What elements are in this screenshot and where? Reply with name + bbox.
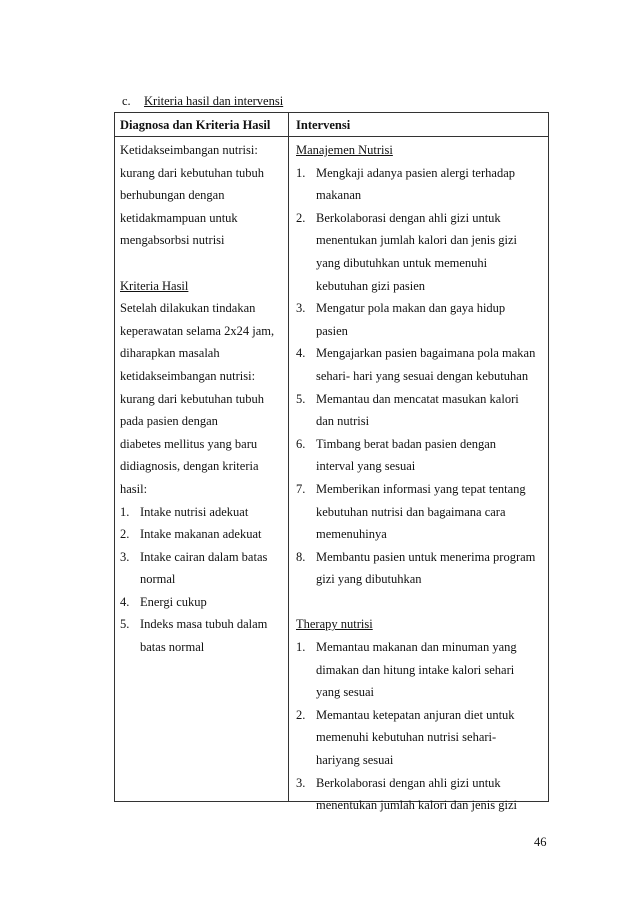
item-text: Energi cukup <box>140 594 207 609</box>
item-text: Indeks masa tubuh dalam <box>140 617 268 632</box>
manajemen-item-continued: pasien <box>316 323 348 338</box>
item-text: Berkolaborasi dengan ahli gizi untuk <box>316 775 501 790</box>
header-diagnosa: Diagnosa dan Kriteria Hasil <box>120 118 271 132</box>
kriteria-line: ketidakseimbangan nutrisi: <box>120 368 256 383</box>
manajemen-item-continued: yang dibutuhkan untuk memenuhi <box>316 255 488 270</box>
manajemen-item-continued: menentukan jumlah kalori dan jenis gizi <box>316 233 517 248</box>
manajemen-item <box>296 388 546 411</box>
kriteria-item <box>120 523 285 546</box>
item-number: 1. <box>296 165 306 180</box>
kriteria-line: kurang dari kebutuhan tubuh <box>120 391 265 406</box>
manajemen-item <box>296 207 546 230</box>
intervention-column <box>296 139 546 817</box>
item-text: Mengajarkan pasien bagaimana pola makan <box>316 346 536 361</box>
item-number: 3. <box>296 301 306 316</box>
therapy-item-continued: yang sesuai <box>316 685 374 700</box>
blank-line <box>120 252 285 275</box>
item-text: Berkolaborasi dengan ahli gizi untuk <box>316 210 501 225</box>
kriteria-line: Setelah dilakukan tindakan <box>120 301 256 316</box>
manajemen-item <box>296 478 546 501</box>
kriteria-item-continued: batas normal <box>140 640 205 655</box>
item-number: 2. <box>296 707 306 722</box>
header-intervensi: Intervensi <box>296 118 351 132</box>
diagnosis-line: kurang dari kebutuhan tubuh <box>120 165 265 180</box>
item-text: Intake makanan adekuat <box>140 527 262 542</box>
item-text: Membantu pasien untuk menerima program <box>316 549 536 564</box>
item-number: 3. <box>296 775 306 790</box>
item-text: Memantau dan mencatat masukan kalori <box>316 391 519 406</box>
kriteria-line: didiagnosis, dengan kriteria <box>120 459 259 474</box>
kriteria-line: keperawatan selama 2x24 jam, <box>120 323 275 338</box>
kriteria-item-continued: normal <box>140 572 176 587</box>
manajemen-item-continued: gizi yang dibutuhkan <box>316 572 422 587</box>
item-text: Intake cairan dalam batas <box>140 549 268 564</box>
manajemen-title: Manajemen Nutrisi <box>296 143 393 157</box>
column-divider <box>288 113 289 801</box>
header-divider <box>115 136 548 137</box>
therapy-item <box>296 636 546 659</box>
item-text: Memantau ketepatan anjuran diet untuk <box>316 707 515 722</box>
therapy-item-continued: memenuhi kebutuhan nutrisi sehari- <box>316 730 497 745</box>
diagnosis-line: ketidakmampuan untuk <box>120 210 238 225</box>
diagnosis-column <box>120 139 285 659</box>
item-number: 2. <box>296 210 306 225</box>
kriteria-item <box>120 613 285 636</box>
section-letter: c. <box>122 94 131 108</box>
manajemen-item <box>296 162 546 185</box>
therapy-item-continued: menentukan jumlah kalori dan jenis gizi <box>316 798 517 813</box>
section-title: Kriteria hasil dan intervensi <box>144 94 284 108</box>
therapy-item-continued: hariyang sesuai <box>316 753 394 768</box>
item-number: 1. <box>296 640 306 655</box>
item-number: 5. <box>120 617 130 632</box>
kriteria-item <box>120 546 285 569</box>
item-text: Timbang berat badan pasien dengan <box>316 436 497 451</box>
item-number: 4. <box>296 346 306 361</box>
kriteria-title: Kriteria Hasil <box>120 278 189 293</box>
therapy-item <box>296 704 546 727</box>
kriteria-line: diabetes mellitus yang baru <box>120 436 258 451</box>
therapy-item <box>296 772 546 795</box>
kriteria-item <box>120 591 285 614</box>
item-text: Intake nutrisi adekuat <box>140 504 249 519</box>
item-text: Mengatur pola makan dan gaya hidup <box>316 301 506 316</box>
item-text: Mengkaji adanya pasien alergi terhadap <box>316 165 515 180</box>
item-number: 1. <box>120 504 130 519</box>
therapy-item-continued: dimakan dan hitung intake kalori sehari <box>316 662 515 677</box>
item-number: 3. <box>120 549 130 564</box>
manajemen-item-continued: memenuhinya <box>316 527 387 542</box>
manajemen-item <box>296 297 546 320</box>
item-number: 2. <box>120 527 130 542</box>
kriteria-line: hasil: <box>120 481 148 496</box>
manajemen-item <box>296 342 546 365</box>
criteria-table <box>114 112 549 813</box>
page-number: 46 <box>534 835 547 849</box>
manajemen-item-continued: makanan <box>316 188 362 203</box>
manajemen-item <box>296 546 546 569</box>
item-number: 4. <box>120 594 130 609</box>
diagnosis-line: mengabsorbsi nutrisi <box>120 233 225 248</box>
item-text: Memberikan informasi yang tepat tentang <box>316 481 526 496</box>
item-number: 6. <box>296 436 306 451</box>
kriteria-item <box>120 501 285 524</box>
manajemen-item-continued: sehari- hari yang sesuai dengan kebutuhan <box>316 368 529 383</box>
manajemen-item-continued: interval yang sesuai <box>316 459 416 474</box>
item-text: Memantau makanan dan minuman yang <box>316 640 517 655</box>
kriteria-line: diharapkan masalah <box>120 346 220 361</box>
diagnosis-line: berhubungan dengan <box>120 188 225 203</box>
diagnosis-line: Ketidakseimbangan nutrisi: <box>120 143 258 157</box>
manajemen-item-continued: kebutuhan gizi pasien <box>316 278 425 293</box>
manajemen-item-continued: kebutuhan nutrisi dan bagaimana cara <box>316 504 506 519</box>
item-number: 7. <box>296 481 306 496</box>
manajemen-item <box>296 433 546 456</box>
manajemen-item-continued: dan nutrisi <box>316 414 370 429</box>
kriteria-line: pada pasien dengan <box>120 414 218 429</box>
item-number: 5. <box>296 391 306 406</box>
therapy-title: Therapy nutrisi <box>296 617 373 632</box>
item-number: 8. <box>296 549 306 564</box>
blank-line <box>296 591 546 614</box>
section-heading <box>122 93 283 109</box>
